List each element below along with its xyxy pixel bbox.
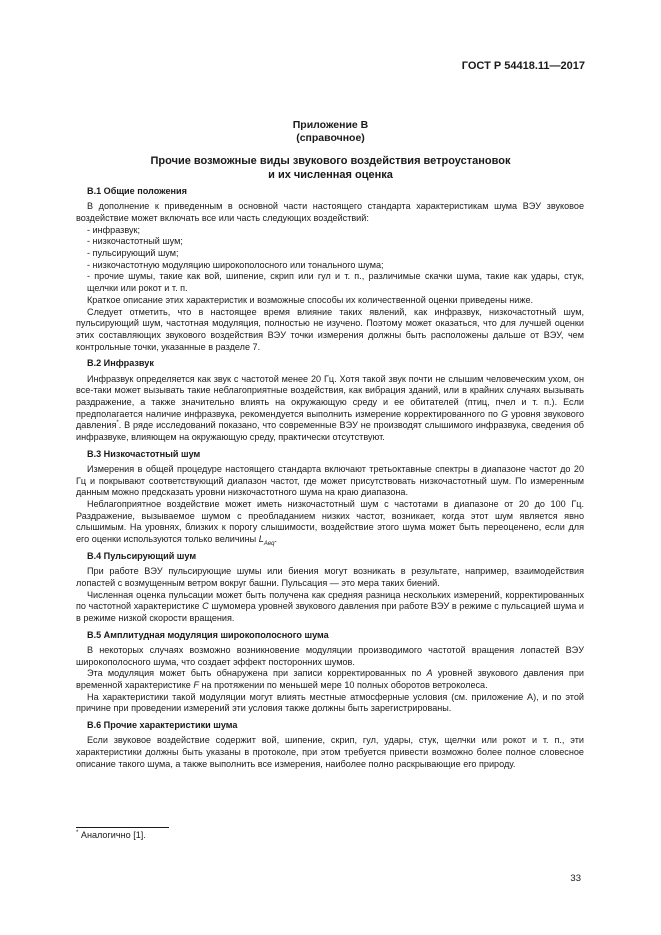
- appendix-note: (справочное): [296, 132, 365, 144]
- section-b5-paragraph-1: В некоторых случаях возможно возникновение модуляции производимого частотой вращения лопастей ВЭУ широкополосного шума, что создает эффект посторонних шумов.: [76, 644, 584, 667]
- section-b3-paragraph-2: Неблагоприятное воздействие может иметь низкочастотный шум с частотами в диапазоне от 20 до 100 Гц. Раздражение, вызываемое шумом с преобладанием низких частот, возникает, когда этот шум является явно слышимым. На уровнях, близких к порогу слышимости, воздействие этого шума может быть переоценено, если для его оценки используются только величины $L_{Aeq}$.: [76, 499, 584, 547]
- list-item: - низкочастотный шум;: [87, 236, 183, 247]
- appendix-title-line-2: и их численная оценка: [268, 169, 393, 181]
- list-item: - пульсирующий шум;: [87, 248, 179, 259]
- footnote-text: Аналогично [1].: [80, 830, 146, 840]
- section-b3-paragraph-1: Измерения в общей процедуре настоящего стандарта включают третьоктавные спектры в диапазоне частот до 20 Гц и покрывают соответствующий диапазон частот, где может присутствовать низкочастотный шум. По измеренным данным можно предсказать уровни низкочастотного шума на краю диапазона.: [76, 463, 584, 498]
- appendix-label: Приложение В: [292, 119, 369, 131]
- document-body: [76, 186, 584, 770]
- section-b1-intro: В дополнение к приведенным в основной части настоящего стандарта характеристикам шума ВЭУ звуковое воздействие может включать все или часть следующих воздействий:: [76, 201, 584, 223]
- time-weighting-f: F: [193, 679, 199, 690]
- list-item: - прочие шумы, такие как вой, шипение, скрип или гул и т. п., различимые скачки шума, такие как удары, стук, щелчки или рокот и т. п.: [87, 271, 584, 294]
- section-b1-paragraph-3: Следует отметить, что в настоящее время влияние таких явлений, как инфразвук, низкочастотный шум, пульсирующий шум, частотная модуляция, полностью не изучено. Поэтому может оказаться, что для лучшей оценки этих составляющих звукового воздействия ВЭУ точки измерения должны быть расположены дальше от ВЭУ, чем контрольные точки, указанные в разделе 7.: [76, 306, 584, 352]
- section-b4-paragraph-1: При работе ВЭУ пульсирующие шумы или биения могут возникать в результате, например, взаимодействия лопастей с возмущенным ветром вокруг башни. Пульсация — это мера таких биений.: [76, 566, 584, 588]
- standard-code: ГОСТ Р 54418.11—2017: [461, 60, 585, 72]
- list-item: - низкочастотную модуляцию широкополосного или тонального шума;: [87, 259, 384, 270]
- weighting-g: G: [501, 408, 509, 419]
- footnote-mark: *: [76, 829, 79, 836]
- footnote-rule: [76, 827, 169, 828]
- weighting-c: C: [202, 601, 209, 612]
- section-heading-b6: В.6 Прочие характеристики шума: [87, 720, 238, 731]
- section-b6-paragraph: Если звуковое воздействие содержит вой, шипение, скрип, гул, удары, стук, щелчки или рокот и т. п., эти характеристики должны быть указаны в протоколе, при этом требуется привести возможно более полное словесное описание такого шума, а также выполнить все измерения, наиболее полно раскрывающие его природу.: [76, 735, 584, 769]
- section-b5-paragraph-2: Эта модуляция может быть обнаружена при записи корректированных по A уровней звукового давления при временной характеристике F на протяжении по меньшей мере 10 полных оборотов ветроколеса.: [76, 668, 584, 690]
- section-heading-b5: В.5 Амплитудная модуляция широкополосного шума: [87, 629, 329, 640]
- appendix-title: [80, 154, 581, 182]
- section-b5-paragraph-3: На характеристики такой модуляции могут влиять местные атмосферные условия (см. приложение А), и по этой причине при проведении измерений эти условия также должны быть зарегистрированы.: [76, 691, 584, 714]
- footnote-reference: *: [116, 420, 119, 427]
- page-number: 33: [570, 873, 581, 884]
- section-heading-b1: В.1 Общие положения: [87, 186, 187, 196]
- section-b2-paragraph: Инфразвук определяется как звук с частотой менее 20 Гц. Хотя такой звук почти не слышим человеческим ухом, он все-таки может вызывать такие неблагоприятные воздействия, как вибрация зданий, или в крайних случаях вызывать раздражение, а также значительно влиять на окружающую среду и ее обитателей (птиц, пчел и т. п.). Если предполагается наличие инфразвука, рекомендуется выполнить измерение корректированного по G уровня звукового давления*. В ряде исследований показано, что современные ВЭУ не производят слышимого инфразвука, сведения об инфразвуке, влияющем на окружающую среду, практически отсутствуют.: [76, 373, 585, 443]
- symbol-aeq: Aeq: [263, 541, 275, 547]
- list-item: - инфразвук;: [87, 224, 141, 235]
- section-heading-b3: В.3 Низкочастотный шум: [87, 448, 201, 459]
- footnote: [76, 830, 146, 840]
- section-heading-b2: В.2 Инфразвук: [87, 358, 154, 369]
- section-b1-list: [76, 225, 584, 295]
- weighting-a: A: [426, 668, 433, 679]
- appendix-title-line-1: Прочие возможные виды звукового воздействия ветроустановок: [150, 155, 511, 167]
- symbol-l: L: [258, 534, 264, 545]
- section-b1-paragraph-2: Краткое описание этих характеристик и возможные способы их количественной оценки приведены ниже.: [87, 294, 534, 305]
- section-b4-paragraph-2: Численная оценка пульсации может быть получена как средняя разница нескольких измерений, корректированных по частотной характеристике C шумомера уровней звукового давления при работе ВЭУ в режиме с пульсацией шума и в режиме низкой скорости вращения.: [76, 589, 585, 623]
- section-heading-b4: В.4 Пульсирующий шум: [87, 550, 197, 561]
